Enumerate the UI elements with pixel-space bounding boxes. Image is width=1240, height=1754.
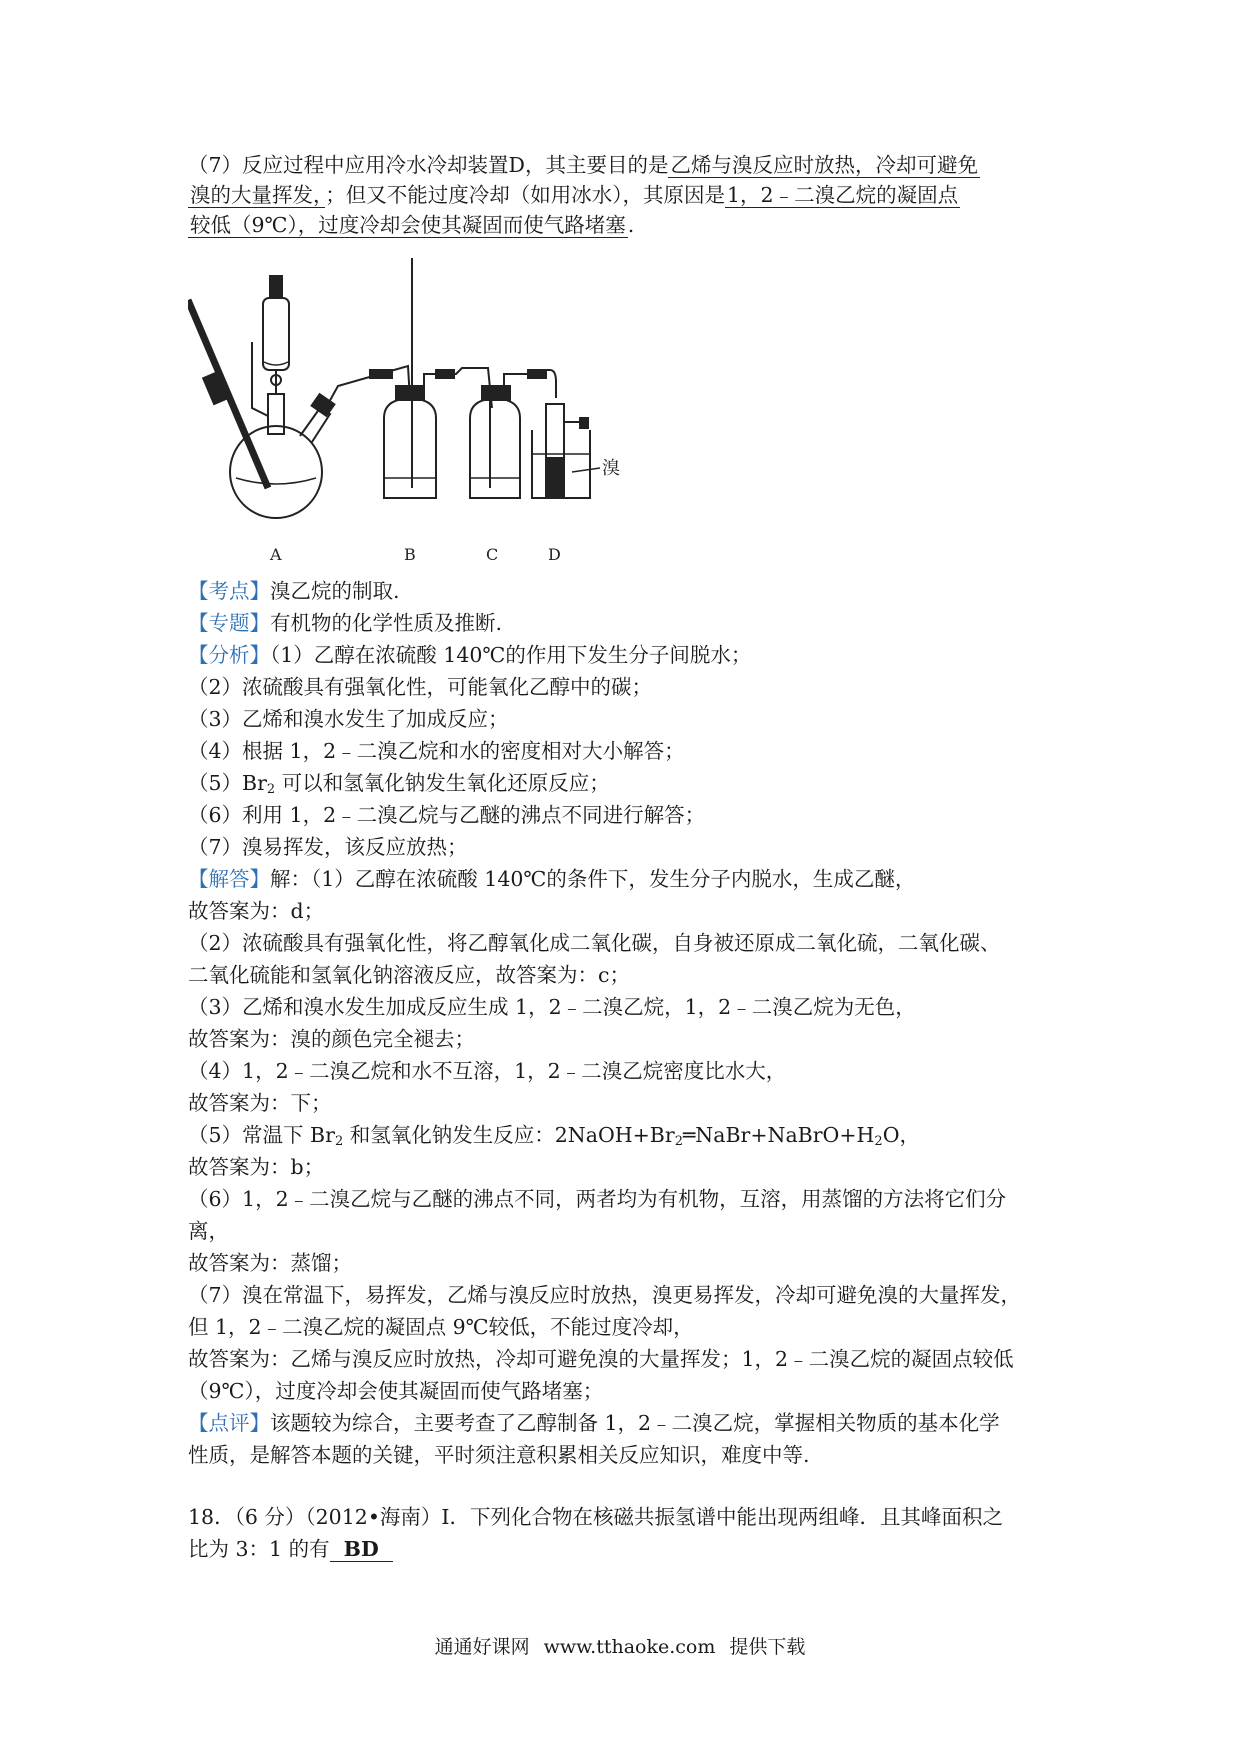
jieda-5: （5）常温下 $Br_2$ 和氢氧化钠发生反应：$2NaOH+Br_2═NaBr+NaBrO+H_2O$， — [188, 1123, 920, 1149]
jieda-6-answer: 故答案为：蒸馏； — [188, 1251, 352, 1275]
fenxi-6: （6）利用 1，2﹣二溴乙烷与乙醚的沸点不同进行解答； — [188, 803, 706, 827]
jieda-1-answer: 故答案为：d； — [188, 899, 325, 923]
fenxi-3: （3）乙烯和溴水发生了加成反应； — [188, 707, 509, 731]
page-footer — [0, 1632, 1240, 1659]
jieda-3-answer: 故答案为：溴的颜色完全褪去； — [188, 1027, 475, 1051]
footer-site: 通通好课网 — [434, 1636, 530, 1658]
jieda-7-answer-1: 故答案为：乙烯与溴反应时放热，冷却可避免溴的大量挥发；1，2﹣二溴乙烷的凝固点较低 — [188, 1347, 1014, 1371]
label-a: A — [270, 545, 282, 564]
apparatus-diagram — [188, 258, 708, 578]
jieda-2a: （2）浓硫酸具有强氧化性，将乙醇氧化成二氧化碳，自身被还原成二氧化硫，二氧化碳、 — [188, 931, 1001, 955]
footer-note: 提供下载 — [729, 1636, 806, 1658]
label-bromine: 溴 — [602, 458, 620, 479]
q7-line-1: （7）反应过程中应用冷水冷却装置D，其主要目的是乙烯与溴反应时放热，冷却可避免 — [188, 153, 978, 177]
label-b: B — [404, 545, 416, 564]
q7-answer-1b: 溴的大量挥发， — [190, 183, 324, 207]
bottle-c — [470, 400, 520, 498]
jieda-4: （4）1，2﹣二溴乙烷和水不互溶，1，2﹣二溴乙烷密度比水大， — [188, 1059, 787, 1083]
q7-line-2: 溴的大量挥发，；但又不能过度冷却（如用冰水），其原因是1，2﹣二溴乙烷的凝固点 — [190, 183, 959, 207]
dianping-2: 性质，是解答本题的关键，平时须注意积累相关反应知识，难度中等. — [188, 1443, 810, 1467]
dianping: 【点评】该题较为综合，主要考查了乙醇制备 1，2﹣二溴乙烷，掌握相关物质的基本化学 — [188, 1411, 1000, 1435]
kaodian: 【考点】溴乙烷的制取. — [188, 579, 400, 603]
label-c: C — [486, 545, 499, 564]
fenxi-4: （4）根据 1，2﹣二溴乙烷和水的密度相对大小解答； — [188, 739, 685, 763]
q7-answer-2a: 1，2﹣二溴乙烷的凝固点 — [727, 183, 959, 207]
zhuanti: 【专题】有机物的化学性质及推断. — [188, 611, 503, 635]
jieda-5-answer: 故答案为：b； — [188, 1155, 325, 1179]
jieda-2b: 二氧化硫能和氢氧化钠溶液反应，故答案为：c； — [188, 963, 630, 987]
jieda-6b: 离， — [188, 1219, 229, 1243]
jieda-3: （3）乙烯和溴水发生加成反应生成 1，2﹣二溴乙烷，1，2﹣二溴乙烷为无色， — [188, 995, 916, 1019]
fenxi: 【分析】（1）乙醇在浓硫酸 140℃的作用下发生分子间脱水； — [188, 643, 752, 667]
jieda: 【解答】解：（1）乙醇在浓硫酸 140℃的条件下，发生分子内脱水，生成乙醚， — [188, 867, 916, 891]
q7-answer-2b: 较低（9℃），过度冷却会使其凝固而使气路堵塞 — [190, 213, 626, 237]
fenxi-5: $(5)Br_2$ 可以和氢氧化钠发生氧化还原反应； — [188, 771, 610, 797]
q18-line-1: 18．（6 分）（2012•海南）Ⅰ．下列化合物在核磁共振氢谱中能出现两组峰．且其峰面积之 — [188, 1505, 1004, 1529]
q7-answer-1a: 乙烯与溴反应时放热，冷却可避免 — [670, 153, 978, 177]
jieda-7b: 但 1，2﹣二溴乙烷的凝固点 9℃较低，不能过度冷却， — [188, 1315, 694, 1339]
fenxi-7: （7）溴易挥发，该反应放热； — [188, 835, 468, 859]
q18-line-2: 比为 3：1 的有 BD — [188, 1534, 393, 1564]
q18-answer: BD — [330, 1537, 393, 1562]
jieda-7a: （7）溴在常温下，易挥发，乙烯与溴反应时放热，溴更易挥发，冷却可避免溴的大量挥发， — [188, 1283, 1022, 1307]
jieda-6a: （6）1，2﹣二溴乙烷与乙醚的沸点不同，两者均为有机物，互溶，用蒸馏的方法将它们分 — [188, 1187, 1007, 1211]
q7-line-3: 较低（9℃），过度冷却会使其凝固而使气路堵塞. — [190, 213, 635, 237]
bottle-b — [384, 400, 436, 498]
dropping-funnel — [263, 298, 289, 370]
fenxi-2: （2）浓硫酸具有强氧化性，可能氧化乙醇中的碳； — [188, 675, 653, 699]
footer-url: www.tthaoke.com — [543, 1636, 716, 1658]
label-d: D — [548, 545, 561, 564]
jieda-7-answer-2: （9℃），过度冷却会使其凝固而使气路堵塞； — [188, 1379, 604, 1403]
jieda-4-answer: 故答案为：下； — [188, 1091, 332, 1115]
